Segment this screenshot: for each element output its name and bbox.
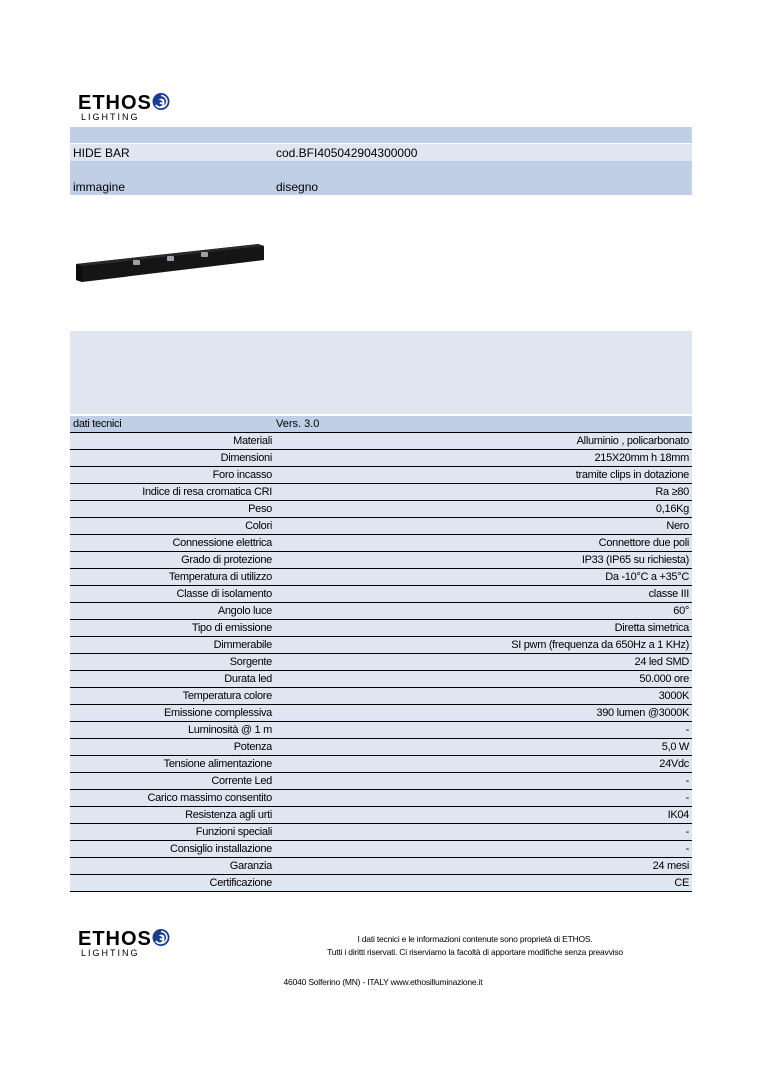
table-row (70, 467, 692, 484)
spec-label: Temperatura di utilizzo (168, 571, 272, 583)
spec-label: Carico massimo consentito (147, 792, 272, 804)
spec-label: Potenza (233, 741, 272, 753)
product-photo (74, 236, 266, 286)
spec-label: Funzioni speciali (195, 826, 272, 838)
spec-value: Connettore due poli (598, 537, 689, 549)
spec-label: Connessione elettrica (172, 537, 272, 549)
product-name: HIDE BAR (73, 146, 130, 160)
spec-value: - (685, 843, 689, 855)
table-row (70, 535, 692, 552)
spec-value: 0,16Kg (655, 503, 689, 515)
table-row (70, 739, 692, 756)
spec-value: 3000K (658, 690, 689, 702)
legal-note-line1: I dati tecnici e le informazioni contenute sono proprietà di ETHOS. (357, 934, 593, 944)
spec-value: - (685, 724, 689, 736)
table-row (70, 603, 692, 620)
table-row (70, 552, 692, 569)
spec-label: Temperatura colore (182, 690, 272, 702)
spec-label: Tipo di emissione (191, 622, 272, 634)
table-row (70, 484, 692, 501)
spec-label: Consiglio installazione (170, 843, 272, 855)
table-row (70, 756, 692, 773)
image-label: immagine (73, 180, 126, 194)
spec-value: Diretta simetrica (614, 622, 689, 634)
spec-label: Materiali (233, 435, 272, 447)
ethos-logo (78, 92, 200, 122)
table-row (70, 501, 692, 518)
table-row (70, 824, 692, 841)
logo-wordmark: ETHOS (78, 92, 152, 114)
spec-label: Dimmerabile (213, 639, 272, 651)
spec-label: Emissione complessiva (163, 707, 272, 719)
tech-data-table (70, 433, 692, 892)
table-row (70, 654, 692, 671)
spec-label: Dimensioni (220, 452, 272, 464)
spec-value: - (685, 826, 689, 838)
table-row (70, 637, 692, 654)
spec-label: Peso (248, 503, 272, 515)
spec-label: Luminosità @ 1 m (187, 724, 272, 736)
image-label-band (70, 161, 692, 195)
drawing-area (70, 331, 692, 414)
spec-label: Garanzia (229, 860, 272, 872)
spec-value: classe III (648, 588, 689, 600)
spec-label: Classe di isolamento (176, 588, 272, 600)
spec-value: tramite clips in dotazione (575, 469, 689, 481)
spec-value: 24 led SMD (634, 656, 689, 668)
spec-value: - (685, 792, 689, 804)
spec-label: Angolo luce (217, 605, 272, 617)
drawing-label: disegno (276, 180, 319, 194)
header-band (70, 127, 692, 143)
table-row (70, 773, 692, 790)
table-row (70, 620, 692, 637)
spec-label: Resistenza agli urti (185, 809, 272, 821)
product-code: cod.BFI405042904300000 (276, 146, 418, 160)
table-row (70, 875, 692, 892)
logo-subtitle: LIGHTING (81, 112, 140, 122)
table-row (70, 705, 692, 722)
table-row (70, 688, 692, 705)
table-row (70, 569, 692, 586)
spec-value: Alluminio , policarbonato (576, 435, 689, 447)
spec-value: 50.000 ore (639, 673, 689, 685)
spec-label: Tensione alimentazione (163, 758, 272, 770)
spec-value: CE (674, 877, 689, 889)
logo-wordmark: ETHOS (78, 928, 152, 950)
spec-label: Foro incasso (212, 469, 272, 481)
spec-value: 24 mesi (652, 860, 689, 872)
table-row (70, 518, 692, 535)
table-row (70, 722, 692, 739)
spec-value: SI pwm (frequenza da 650Hz a 1 KHz) (511, 639, 689, 651)
ethos-logo-footer (78, 928, 200, 958)
logo-subtitle: LIGHTING (81, 948, 140, 958)
table-row (70, 858, 692, 875)
version-label: Vers. 3.0 (276, 418, 320, 430)
spec-label: Sorgente (229, 656, 272, 668)
spec-value: Ra ≥80 (655, 486, 689, 498)
company-address: 46040 Solferino (MN) - ITALY www.ethosilluminazione.it (283, 977, 483, 987)
tech-data-header (70, 416, 692, 433)
spec-value: 24Vdc (659, 758, 689, 770)
spec-value: - (685, 775, 689, 787)
spec-value: 60° (673, 605, 689, 617)
table-row (70, 450, 692, 467)
table-row (70, 586, 692, 603)
spec-value: IK04 (667, 809, 689, 821)
spec-value: 5,0 W (661, 741, 689, 753)
table-row (70, 841, 692, 858)
spec-value: Nero (666, 520, 689, 532)
spec-value: 215X20mm h 18mm (594, 452, 689, 464)
spec-value: Da -10°C a +35°C (605, 571, 689, 583)
swirl-icon (153, 93, 170, 110)
spec-label: Indice di resa cromatica CRI (142, 486, 272, 498)
spec-label: Grado di protezione (181, 554, 272, 566)
legal-note-line2: Tutti i diritti riservati. Ci riserviamo la facoltà di apportare modifiche senza preavviso (327, 947, 623, 957)
table-row (70, 433, 692, 450)
spec-label: Corrente Led (211, 775, 272, 787)
spec-label: Colori (245, 520, 272, 532)
spec-value: 390 lumen @3000K (596, 707, 689, 719)
table-row (70, 807, 692, 824)
spec-value: IP33 (IP65 su richiesta) (581, 554, 689, 566)
spec-label: Certificazione (209, 877, 272, 889)
table-row (70, 671, 692, 688)
tech-data-label: dati tecnici (73, 418, 122, 430)
table-row (70, 790, 692, 807)
swirl-icon (153, 929, 170, 946)
spec-label: Durata led (224, 673, 272, 685)
